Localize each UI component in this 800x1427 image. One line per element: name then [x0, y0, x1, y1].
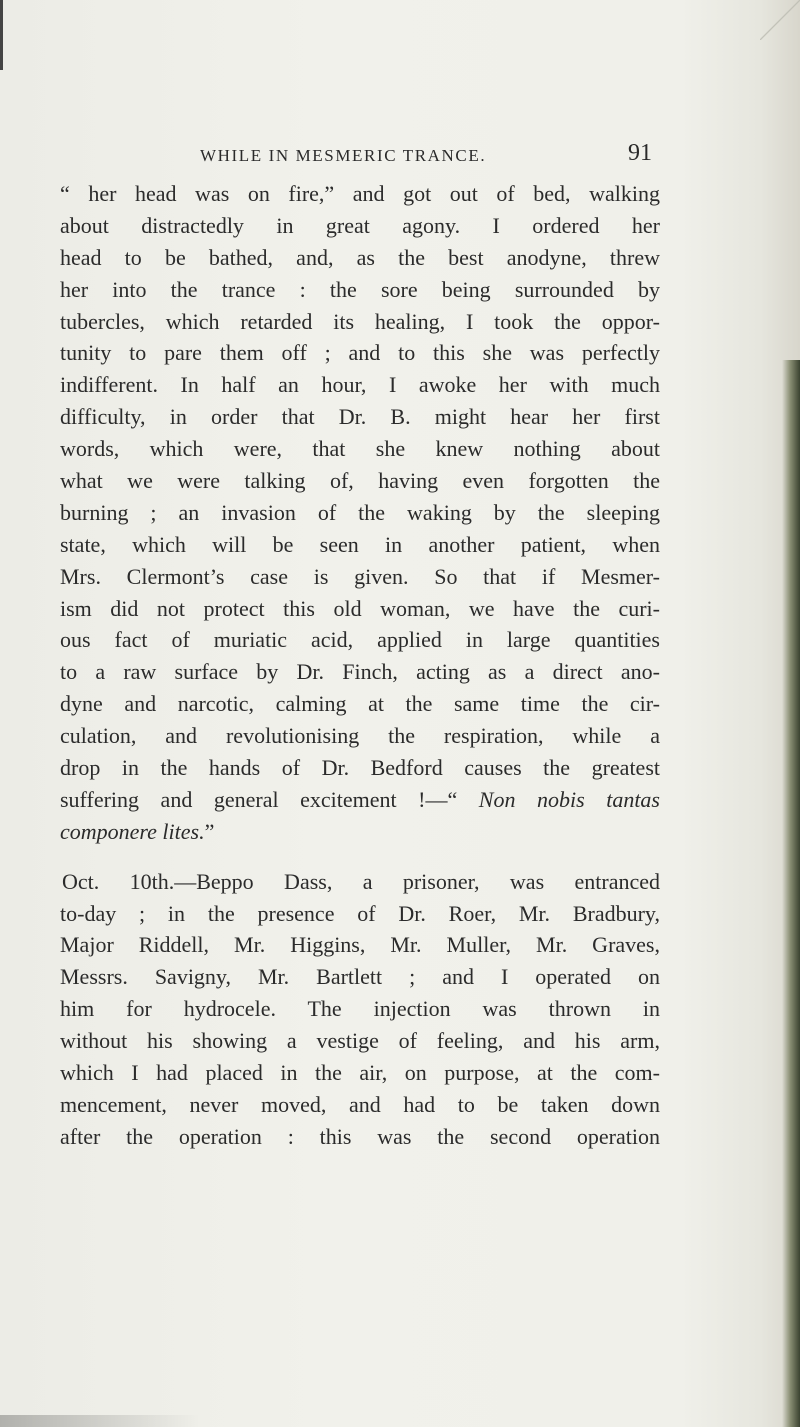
text-line: about distractedly in great agony. I ordered her [60, 212, 660, 238]
body-text [60, 178, 660, 1153]
closing-quote: ” [204, 818, 215, 844]
text-line: words, which were, that she knew nothing about [60, 436, 660, 462]
text-line: indifferent. In half an hour, I awoke her with much [60, 372, 660, 398]
text-line: drop in the hands of Dr. Bedford causes the greatest [60, 755, 660, 781]
text-line: her into the trance : the sore being surrounded by [60, 276, 660, 302]
paragraph-gap [60, 848, 660, 866]
latin-quote: Non nobis tantas [478, 786, 660, 812]
running-head: WHILE IN MESMERIC TRANCE. [200, 146, 487, 165]
text-line: state, which will be seen in another patient, when [60, 531, 660, 557]
text-line: Mrs. Clermont’s case is given. So that if Mesmer- [60, 563, 660, 589]
text-line: dyne and narcotic, calming at the same time the cir- [60, 691, 660, 717]
paragraph-2 [60, 866, 660, 1153]
text-line: which I had placed in the air, on purpose, at the com- [60, 1060, 660, 1086]
text-line: what we were talking of, having even forgotten the [60, 468, 660, 494]
text-line: Major Riddell, Mr. Higgins, Mr. Muller, Mr. Graves, [60, 932, 660, 958]
text-line: head to be bathed, and, as the best anodyne, threw [60, 244, 660, 270]
text-line: ous fact of muriatic acid, applied in large quantities [60, 627, 660, 653]
text-line: to a raw surface by Dr. Finch, acting as a direct ano- [60, 659, 660, 685]
text-line: culation, and revolutionising the respiration, while a [60, 723, 660, 749]
text-line: mencement, never moved, and had to be taken down [60, 1091, 660, 1117]
text-line: tunity to pare them off ; and to this she was perfectly [60, 340, 660, 366]
text-line: burning ; an invasion of the waking by the sleeping [60, 499, 660, 525]
scan-page-edge [782, 360, 800, 1427]
text-line: “ her head was on fire,” and got out of bed, walking [60, 181, 660, 206]
scan-bottom-shadow [0, 1415, 200, 1427]
text-line: him for hydrocele. The injection was thrown in [60, 996, 660, 1022]
latin-quote: componere lites. [60, 818, 205, 844]
text-line: ism did not protect this old woman, we have the curi- [60, 595, 660, 621]
text-line: difficulty, in order that Dr. B. might hear her first [60, 404, 660, 430]
text-line: Oct. 10th.—Beppo Dass, a prisoner, was entranced [62, 868, 660, 894]
text-line: after the operation : this was the second operation [60, 1123, 660, 1149]
text-line: tubercles, which retarded its healing, I took the oppor- [60, 308, 660, 334]
text-run: suffering and general excitement !—“ [60, 786, 479, 812]
paragraph-1 [60, 178, 660, 848]
page-header [180, 140, 660, 174]
scan-corner-crease [760, 0, 800, 40]
text-line: to-day ; in the presence of Dr. Roer, Mr. Bradbury, [60, 900, 660, 926]
scan-left-rule [0, 0, 3, 70]
text-line [60, 816, 660, 848]
page-number: 91 [628, 140, 652, 166]
text-line: without his showing a vestige of feeling, and his arm, [60, 1028, 660, 1054]
text-line [60, 784, 660, 816]
text-line: Messrs. Savigny, Mr. Bartlett ; and I operated on [60, 964, 660, 990]
